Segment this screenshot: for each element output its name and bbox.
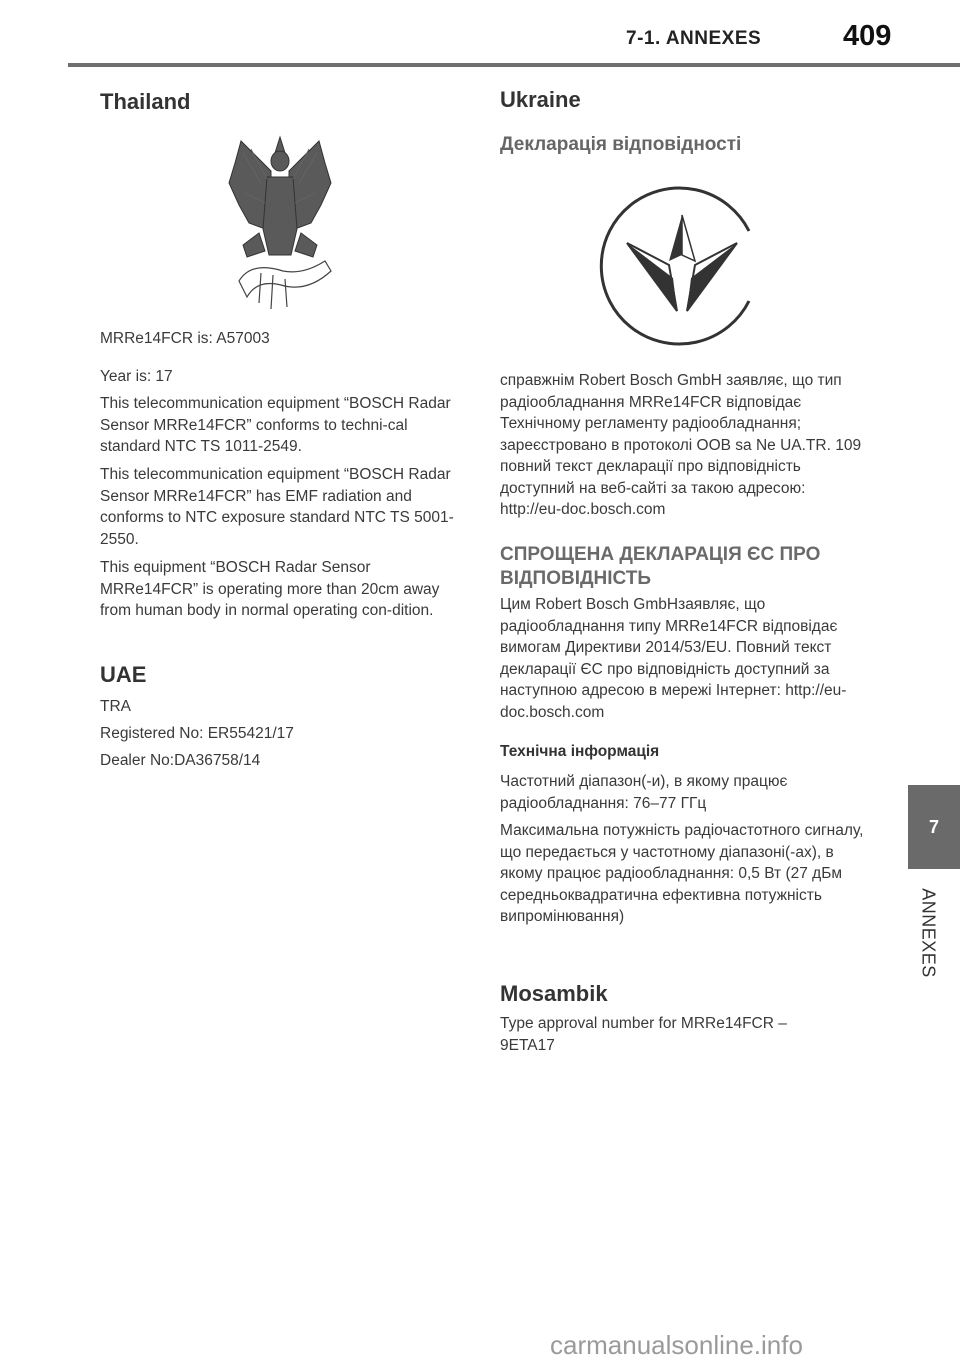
uae-authority: TRA	[100, 698, 131, 715]
thailand-year-line: Year is: 17	[100, 368, 173, 385]
uae-dealer-no: Dealer No:DA36758/14	[100, 752, 261, 769]
ukraine-frequency-range: Частотний діапазон(-и), в якому працює радіообладнання: 76–77 ГГц	[500, 773, 788, 812]
chapter-tab-label: ANNEXES	[918, 887, 939, 978]
uae-registered-no: Registered No: ER55421/17	[100, 725, 294, 742]
thailand-heading: Thailand	[100, 89, 191, 114]
thailand-paragraph-2: This telecommunication equipment “BOSCH Radar Sensor MRRe14FCR” has EMF radiation and conforms to NTC exposure standard NTC TS 5001-2550.	[100, 466, 454, 548]
mosambik-heading: Mosambik	[500, 981, 608, 1006]
thailand-paragraph-1: This telecommunication equipment “BOSCH Radar Sensor MRRe14FCR” conforms to techni-cal standard NTC TS 1011-2549.	[100, 395, 451, 455]
ukraine-heading: Ukraine	[500, 87, 581, 112]
thailand-paragraph-3: This equipment “BOSCH Radar Sensor MRRe14FCR” is operating more than 20cm away from human body in normal operating con-dition.	[100, 559, 440, 619]
uae-heading: UAE	[100, 662, 147, 687]
ukraine-eu-declaration-text: Цим Robert Bosch GmbHзаявляє, що радіообладнання типу MRRe14FCR відповідає вимогам Директиви 2014/53/EU. Повний текст декларації ЄС про відповідність доступний за наступною адресою в мережі Інтернет: http://eu-doc.bosch.com	[500, 596, 847, 721]
ukraine-declaration-text: справжнім Robert Bosch GmbH заявляє, що тип радіообладнання MRRe14FCR відповідає Технічному регламенту радіообладнання; зареєстровано в протоколі OOB sa Ne UA.TR. 109 повний текст декларації про відповідність доступний на веб-сайті за такою адресою: http://eu-doc.bosch.com	[500, 372, 862, 518]
thailand-model-line: MRRe14FCR is: A57003	[100, 330, 270, 347]
thailand-garuda-emblem	[221, 133, 339, 317]
ukraine-conformity-mark	[599, 183, 765, 349]
ukraine-subheading: Декларація відповідності	[500, 134, 742, 155]
watermark: carmanualsonline.info	[550, 1330, 803, 1360]
ukraine-max-power: Максимальна потужність радіочастотного сигналу, що передається у частотному діапазоні(-ах), в якому працює радіообладнання: 0,5 Вт (27 дБм середньоквадратична ефективна потужність випромінювання)	[500, 822, 864, 925]
header-rule	[68, 63, 960, 67]
ukraine-eu-declaration-heading: СПРОЩЕНА ДЕКЛАРАЦІЯ ЄС ПРО ВІДПОВІДНІСТЬ	[500, 544, 821, 589]
page-number: 409	[843, 20, 892, 52]
mosambik-type-approval: Type approval number for MRRe14FCR – 9ETA17	[500, 1015, 787, 1054]
section-title: 7-1. ANNEXES	[626, 28, 762, 49]
ukraine-technical-info-heading: Технічна інформація	[500, 743, 660, 760]
chapter-tab[interactable]: 7	[908, 785, 960, 869]
